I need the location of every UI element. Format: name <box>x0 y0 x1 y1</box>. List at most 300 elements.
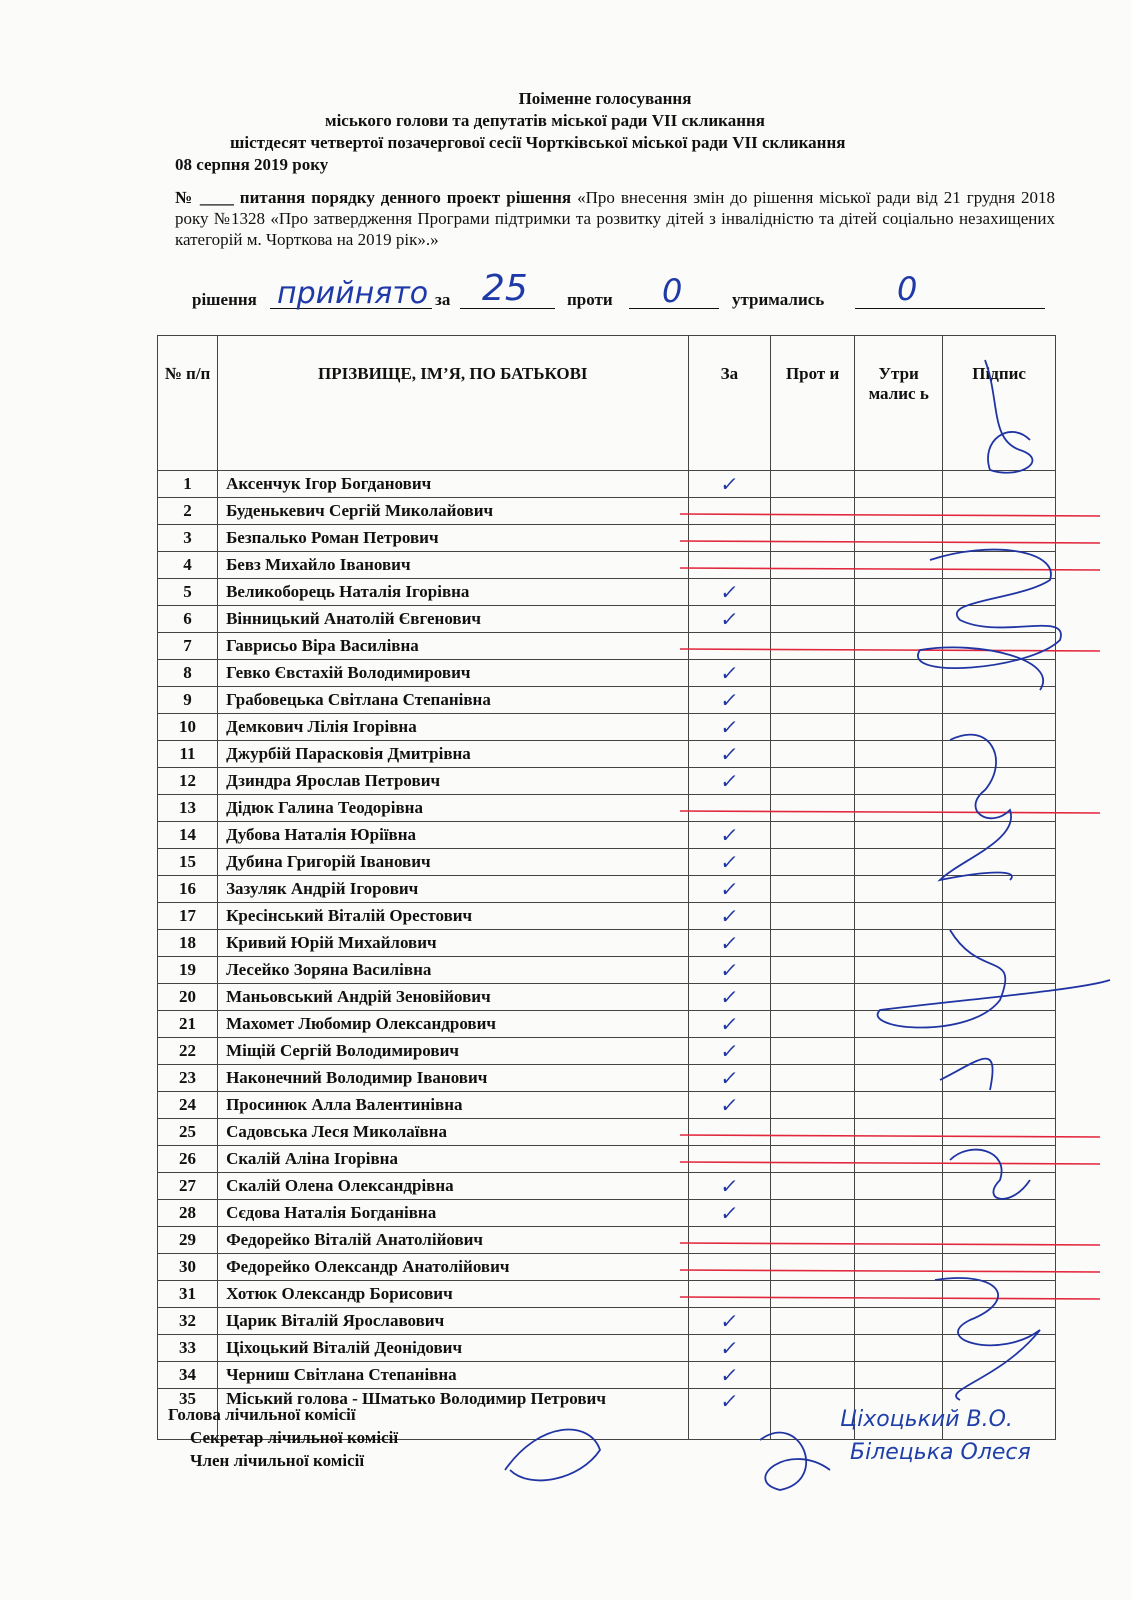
row-utr <box>855 1281 943 1308</box>
vote-check-icon: ✓ <box>718 985 740 1009</box>
row-number: 12 <box>158 768 218 795</box>
vote-check-icon: ✓ <box>718 472 740 496</box>
table-row <box>158 822 1056 849</box>
proty-value: 0 <box>662 272 683 310</box>
question-number-blank: ____ <box>199 188 234 207</box>
row-number: 19 <box>158 957 218 984</box>
row-number: 25 <box>158 1119 218 1146</box>
row-utr <box>855 714 943 741</box>
table-row <box>158 606 1056 633</box>
row-proty <box>771 903 855 930</box>
vote-check-icon: ✓ <box>718 850 740 874</box>
row-number: 3 <box>158 525 218 552</box>
row-utr <box>855 876 943 903</box>
table-header-row <box>158 336 1056 471</box>
table-row <box>158 1335 1056 1362</box>
row-signature <box>943 714 1056 741</box>
row-proty <box>771 1308 855 1335</box>
chair-handwritten-name: Ціхоцький В.О. <box>840 1407 1013 1432</box>
row-za <box>688 1281 771 1308</box>
vote-check-icon: ✓ <box>718 1039 740 1063</box>
row-proty <box>771 579 855 606</box>
row-za <box>688 498 771 525</box>
row-name: Садовська Леся Миколаївна <box>218 1119 688 1146</box>
row-signature <box>943 849 1056 876</box>
table-row <box>158 1308 1056 1335</box>
row-name: Безпалько Роман Петрович <box>218 525 688 552</box>
table-row <box>158 660 1056 687</box>
row-proty <box>771 1011 855 1038</box>
proty-label: проти <box>567 290 613 309</box>
table-row <box>158 1281 1056 1308</box>
vote-check-icon: ✓ <box>718 1201 740 1225</box>
row-name: Великоборець Наталія Ігорівна <box>218 579 688 606</box>
row-utr <box>855 633 943 660</box>
row-number: 35 <box>158 1389 218 1440</box>
row-number: 23 <box>158 1065 218 1092</box>
row-utr <box>855 1011 943 1038</box>
row-utr <box>855 471 943 498</box>
row-proty <box>771 1281 855 1308</box>
row-proty <box>771 552 855 579</box>
row-number: 27 <box>158 1173 218 1200</box>
utr-blank <box>855 308 1045 309</box>
row-name: Сєдова Наталія Богданівна <box>218 1200 688 1227</box>
row-proty <box>771 1335 855 1362</box>
row-proty <box>771 525 855 552</box>
table-row <box>158 1362 1056 1389</box>
vote-check-icon: ✓ <box>718 715 740 739</box>
row-signature <box>943 1308 1056 1335</box>
vote-check-icon: ✓ <box>718 877 740 901</box>
header-subtitle: міського голови та депутатів міської ради VII скликання <box>325 111 765 130</box>
header-utr: Утри малис ь <box>855 336 943 471</box>
row-signature <box>943 1038 1056 1065</box>
vote-check-icon: ✓ <box>718 931 740 955</box>
row-utr <box>855 579 943 606</box>
table-row <box>158 633 1056 660</box>
row-za <box>688 714 771 741</box>
header-za: За <box>688 336 771 471</box>
table-row <box>158 849 1056 876</box>
row-number: 2 <box>158 498 218 525</box>
row-signature <box>943 1011 1056 1038</box>
vote-table-body <box>158 471 1056 1440</box>
table-row <box>158 930 1056 957</box>
table-row <box>158 714 1056 741</box>
member-label: Член лічильної комісії <box>190 1451 365 1470</box>
row-proty <box>771 471 855 498</box>
row-za <box>688 1119 771 1146</box>
row-za <box>688 849 771 876</box>
row-number: 32 <box>158 1308 218 1335</box>
row-number: 21 <box>158 1011 218 1038</box>
row-utr <box>855 687 943 714</box>
row-za <box>688 795 771 822</box>
document-header <box>175 88 1075 176</box>
row-za <box>688 579 771 606</box>
row-utr <box>855 1065 943 1092</box>
row-name: Гевко Євстахій Володимирович <box>218 660 688 687</box>
document-title: Поіменне голосування <box>518 89 692 108</box>
row-proty <box>771 741 855 768</box>
table-row <box>158 957 1056 984</box>
row-name: Демкович Лілія Ігорівна <box>218 714 688 741</box>
row-number: 8 <box>158 660 218 687</box>
row-signature <box>943 687 1056 714</box>
vote-table <box>157 335 1056 1440</box>
chair-label: Голова лічильної комісії <box>168 1405 356 1424</box>
table-row <box>158 984 1056 1011</box>
row-za <box>688 903 771 930</box>
row-proty <box>771 1254 855 1281</box>
row-utr <box>855 1173 943 1200</box>
row-name: Буденькевич Сергій Миколайович <box>218 498 688 525</box>
table-row <box>158 1092 1056 1119</box>
question-number-label: № <box>175 188 194 207</box>
row-name: Аксенчук Ігор Богданович <box>218 471 688 498</box>
row-name: Скалій Аліна Ігорівна <box>218 1146 688 1173</box>
row-name: Грабовецька Світлана Степанівна <box>218 687 688 714</box>
row-signature <box>943 579 1056 606</box>
row-za <box>688 1389 771 1440</box>
row-number: 29 <box>158 1227 218 1254</box>
row-utr <box>855 1227 943 1254</box>
row-number: 15 <box>158 849 218 876</box>
row-za <box>688 822 771 849</box>
row-utr <box>855 849 943 876</box>
row-name: Хотюк Олександр Борисович <box>218 1281 688 1308</box>
row-za <box>688 1362 771 1389</box>
row-name: Скалій Олена Олександрівна <box>218 1173 688 1200</box>
row-number: 10 <box>158 714 218 741</box>
row-name: Лесейко Зоряна Василівна <box>218 957 688 984</box>
row-number: 9 <box>158 687 218 714</box>
row-name: Бевз Михайло Іванович <box>218 552 688 579</box>
row-utr <box>855 1119 943 1146</box>
row-signature <box>943 822 1056 849</box>
row-proty <box>771 1200 855 1227</box>
vote-check-icon: ✓ <box>718 1309 740 1333</box>
row-number: 20 <box>158 984 218 1011</box>
row-utr <box>855 984 943 1011</box>
row-za <box>688 957 771 984</box>
table-row <box>158 1173 1056 1200</box>
table-row <box>158 1038 1056 1065</box>
row-proty <box>771 984 855 1011</box>
row-proty <box>771 1173 855 1200</box>
row-utr <box>855 1362 943 1389</box>
table-row <box>158 795 1056 822</box>
row-za <box>688 876 771 903</box>
row-proty <box>771 822 855 849</box>
row-signature <box>943 741 1056 768</box>
row-name: Міський голова - Шматько Володимир Петрович <box>218 1389 688 1440</box>
row-name: Наконечний Володимир Іванович <box>218 1065 688 1092</box>
row-signature <box>943 984 1056 1011</box>
vote-check-icon: ✓ <box>718 769 740 793</box>
row-name: Зазуляк Андрій Ігорович <box>218 876 688 903</box>
row-number: 26 <box>158 1146 218 1173</box>
row-name: Дідюк Галина Теодорівна <box>218 795 688 822</box>
header-name: ПРІЗВИЩЕ, ІМ’Я, ПО БАТЬКОВІ <box>218 336 688 471</box>
row-number: 34 <box>158 1362 218 1389</box>
row-proty <box>771 795 855 822</box>
vote-check-icon: ✓ <box>718 823 740 847</box>
table-row <box>158 1011 1056 1038</box>
table-row <box>158 1119 1056 1146</box>
row-signature <box>943 606 1056 633</box>
vote-check-icon: ✓ <box>718 688 740 712</box>
row-proty <box>771 876 855 903</box>
row-za <box>688 768 771 795</box>
header-sig: Підпис <box>943 336 1056 471</box>
row-za <box>688 1038 771 1065</box>
row-utr <box>855 957 943 984</box>
row-utr <box>855 795 943 822</box>
table-row <box>158 498 1056 525</box>
row-utr <box>855 903 943 930</box>
row-signature <box>943 1281 1056 1308</box>
row-za <box>688 660 771 687</box>
row-za <box>688 1092 771 1119</box>
header-num: № п/п <box>158 336 218 471</box>
row-signature <box>943 768 1056 795</box>
question-lead: питання порядку денного проект рішення <box>239 188 572 207</box>
row-number: 31 <box>158 1281 218 1308</box>
row-number: 11 <box>158 741 218 768</box>
row-utr <box>855 741 943 768</box>
row-za <box>688 1254 771 1281</box>
row-signature <box>943 1065 1056 1092</box>
za-label: за <box>435 290 451 309</box>
row-name: Дубова Наталія Юріївна <box>218 822 688 849</box>
row-number: 33 <box>158 1335 218 1362</box>
row-number: 1 <box>158 471 218 498</box>
table-row <box>158 903 1056 930</box>
row-proty <box>771 1065 855 1092</box>
row-name: Гаврисьо Віра Василівна <box>218 633 688 660</box>
row-signature <box>943 552 1056 579</box>
row-za <box>688 741 771 768</box>
decision-value: прийнято <box>277 276 429 311</box>
row-za <box>688 471 771 498</box>
row-number: 14 <box>158 822 218 849</box>
row-utr <box>855 822 943 849</box>
row-proty <box>771 1146 855 1173</box>
row-za <box>688 1335 771 1362</box>
row-za <box>688 1011 771 1038</box>
row-signature <box>943 1146 1056 1173</box>
row-proty <box>771 1092 855 1119</box>
secretary-label: Секретар лічильної комісії <box>190 1428 399 1447</box>
utr-label: утримались <box>732 290 825 309</box>
row-za <box>688 984 771 1011</box>
row-proty <box>771 1227 855 1254</box>
row-name: Кресінський Віталій Орестович <box>218 903 688 930</box>
table-row <box>158 876 1056 903</box>
table-row <box>158 1254 1056 1281</box>
row-signature <box>943 660 1056 687</box>
row-name: Ціхоцький Віталій Деонідович <box>218 1335 688 1362</box>
vote-check-icon: ✓ <box>718 958 740 982</box>
row-number: 16 <box>158 876 218 903</box>
header-session: шістдесят четвертої позачергової сесії Чортківської міської ради VII скликання <box>230 133 846 152</box>
vote-check-icon: ✓ <box>718 1012 740 1036</box>
row-signature <box>943 876 1056 903</box>
header-proty: Прот и <box>771 336 855 471</box>
row-number: 4 <box>158 552 218 579</box>
row-number: 18 <box>158 930 218 957</box>
row-proty <box>771 957 855 984</box>
row-name: Царик Віталій Ярославович <box>218 1308 688 1335</box>
row-name: Міщій Сергій Володимирович <box>218 1038 688 1065</box>
row-za <box>688 633 771 660</box>
row-number: 5 <box>158 579 218 606</box>
row-number: 17 <box>158 903 218 930</box>
row-utr <box>855 1038 943 1065</box>
vote-check-icon: ✓ <box>718 1336 740 1360</box>
row-za <box>688 1173 771 1200</box>
row-utr <box>855 606 943 633</box>
row-za <box>688 930 771 957</box>
row-utr <box>855 660 943 687</box>
table-row <box>158 1146 1056 1173</box>
row-signature <box>943 795 1056 822</box>
row-name: Черниш Світлана Степанівна <box>218 1362 688 1389</box>
row-name: Кривий Юрій Михайлович <box>218 930 688 957</box>
row-signature <box>943 1254 1056 1281</box>
row-za <box>688 1308 771 1335</box>
row-za <box>688 1065 771 1092</box>
vote-check-icon: ✓ <box>718 1093 740 1117</box>
vote-check-icon: ✓ <box>718 904 740 928</box>
table-row <box>158 552 1056 579</box>
table-row <box>158 768 1056 795</box>
row-number: 24 <box>158 1092 218 1119</box>
utr-value: 0 <box>897 270 918 308</box>
row-za <box>688 525 771 552</box>
row-signature <box>943 930 1056 957</box>
row-proty <box>771 687 855 714</box>
vote-check-icon: ✓ <box>718 580 740 604</box>
vote-check-icon: ✓ <box>718 1363 740 1387</box>
row-number: 7 <box>158 633 218 660</box>
row-proty <box>771 660 855 687</box>
row-proty <box>771 633 855 660</box>
row-proty <box>771 714 855 741</box>
row-name: Федорейко Олександр Анатолійович <box>218 1254 688 1281</box>
row-number: 28 <box>158 1200 218 1227</box>
row-za <box>688 1200 771 1227</box>
row-name: Маньовський Андрій Зеновійович <box>218 984 688 1011</box>
row-za <box>688 687 771 714</box>
vote-check-icon: ✓ <box>718 607 740 631</box>
row-proty <box>771 1362 855 1389</box>
table-row <box>158 1227 1056 1254</box>
row-utr <box>855 525 943 552</box>
commission-footer <box>168 1403 398 1472</box>
row-signature <box>943 1362 1056 1389</box>
table-row <box>158 741 1056 768</box>
row-utr <box>855 498 943 525</box>
row-utr <box>855 1200 943 1227</box>
table-row <box>158 687 1056 714</box>
row-name: Дубина Григорій Іванович <box>218 849 688 876</box>
table-row <box>158 579 1056 606</box>
vote-check-icon: ✓ <box>718 1174 740 1198</box>
row-utr <box>855 552 943 579</box>
row-name: Федорейко Віталій Анатолійович <box>218 1227 688 1254</box>
row-utr <box>855 930 943 957</box>
row-number: 30 <box>158 1254 218 1281</box>
secretary-handwritten-name: Білецька Олеся <box>850 1440 1031 1465</box>
table-row <box>158 1200 1056 1227</box>
row-proty <box>771 606 855 633</box>
table-row <box>158 1065 1056 1092</box>
row-signature <box>943 525 1056 552</box>
row-number: 13 <box>158 795 218 822</box>
row-za <box>688 1227 771 1254</box>
vote-check-icon: ✓ <box>718 661 740 685</box>
row-signature <box>943 1227 1056 1254</box>
row-signature <box>943 1173 1056 1200</box>
row-signature <box>943 1119 1056 1146</box>
row-signature <box>943 1335 1056 1362</box>
row-signature <box>943 957 1056 984</box>
row-utr <box>855 1146 943 1173</box>
row-name: Просинюк Алла Валентинівна <box>218 1092 688 1119</box>
row-proty <box>771 1038 855 1065</box>
row-number: 6 <box>158 606 218 633</box>
row-utr <box>855 1335 943 1362</box>
row-signature <box>943 903 1056 930</box>
table-row <box>158 525 1056 552</box>
row-name: Джурбій Парасковія Дмитрівна <box>218 741 688 768</box>
footer-signature-2 <box>760 1433 830 1490</box>
decision-label: рішення <box>192 290 257 309</box>
row-proty <box>771 849 855 876</box>
header-date: 08 серпня 2019 року <box>175 155 329 174</box>
row-name: Махомет Любомир Олександрович <box>218 1011 688 1038</box>
row-utr <box>855 1092 943 1119</box>
agenda-question <box>175 187 1055 250</box>
row-signature <box>943 1200 1056 1227</box>
vote-check-icon: ✓ <box>718 742 740 766</box>
row-proty <box>771 768 855 795</box>
row-signature <box>943 471 1056 498</box>
table-row <box>158 471 1056 498</box>
row-signature <box>943 498 1056 525</box>
row-za <box>688 606 771 633</box>
row-utr <box>855 768 943 795</box>
row-proty <box>771 498 855 525</box>
row-number: 22 <box>158 1038 218 1065</box>
vote-check-icon: ✓ <box>718 1066 740 1090</box>
row-proty <box>771 1119 855 1146</box>
row-utr <box>855 1308 943 1335</box>
row-name: Дзиндра Ярослав Петрович <box>218 768 688 795</box>
row-signature <box>943 633 1056 660</box>
row-za <box>688 1146 771 1173</box>
row-za <box>688 552 771 579</box>
za-value: 25 <box>482 268 528 309</box>
row-signature <box>943 1092 1056 1119</box>
question-text: «Про внесення змін до рішення міської ради від 21 грудня 2018 року №1328 «Про затвердження Програми підтримки та розвитку дітей з інвалідністю та дітей соціально незахищених категорій м. Чорткова на 2019 рік».» <box>175 188 1056 249</box>
vote-check-icon: ✓ <box>718 1389 740 1413</box>
row-utr <box>855 1254 943 1281</box>
row-name: Вінницький Анатолій Євгенович <box>218 606 688 633</box>
